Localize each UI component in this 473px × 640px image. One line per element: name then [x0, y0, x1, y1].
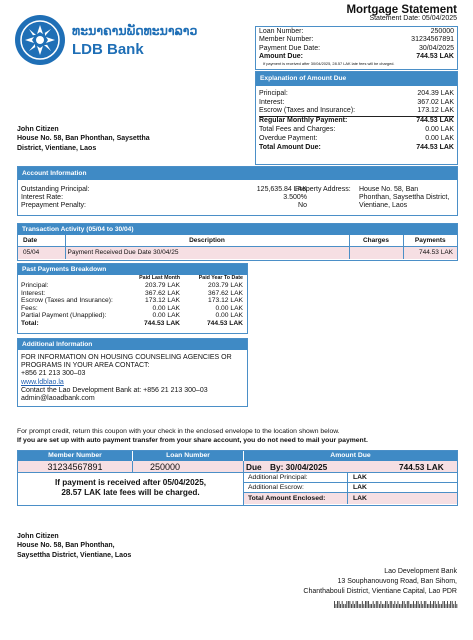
- coupon-header-row: [18, 451, 457, 461]
- mailing-address: [17, 532, 131, 560]
- past-col-last-month: Paid Last Month: [139, 275, 180, 281]
- loan-summary-row: [259, 36, 454, 44]
- account-info-label: Interest Rate:: [21, 194, 64, 202]
- loan-summary-value: 744.53 LAK: [416, 52, 454, 60]
- account-info-value: 3.500%: [283, 194, 307, 202]
- bank-address: [303, 567, 457, 598]
- total-enclosed-field[interactable]: LAK: [353, 495, 367, 502]
- account-info-label: Prepayment Penalty:: [21, 202, 86, 210]
- explanation-label: Principal:: [259, 90, 288, 97]
- past-payments-row: [18, 320, 247, 328]
- statement-date: Statement Date: 05/04/2025: [369, 15, 457, 22]
- account-info-row: [21, 202, 307, 210]
- past-payment-ytd: 744.53 LAK: [206, 319, 243, 327]
- loan-summary-label: Loan Number:: [259, 28, 304, 35]
- bank-address-line2: Chanthabouli District, Vientiane Capital, Lao PDR: [303, 588, 457, 596]
- past-payment-ytd: 367.62 LAK: [208, 289, 243, 297]
- coupon-col-amount: Amount Due: [330, 452, 371, 459]
- explanation-label: Interest:: [259, 98, 285, 106]
- counseling-line1: FOR INFORMATION ON HOUSING COUNSELING AGENCIES OR: [21, 354, 232, 361]
- mailing-line2: Saysettha District, Vientiane, Laos: [17, 551, 132, 559]
- past-payment-label: Partial Payment (Unapplied):: [21, 312, 107, 320]
- coupon-lower: [18, 473, 457, 505]
- loan-summary-box: [255, 26, 458, 70]
- additional-info-header: Additional Information: [18, 339, 247, 350]
- coupon-due-date: By: 30/04/2025: [270, 462, 328, 472]
- coupon-late-line2: 28.57 LAK late fees will be charged.: [61, 488, 200, 497]
- past-payment-last-month: 0.00 LAK: [152, 304, 180, 312]
- past-payment-label: Fees:: [21, 304, 38, 312]
- autopay-note: If you are set up with auto payment transfer from your share account, you do not need to mail your payment.: [17, 437, 368, 444]
- property-address-line: Vientiane, Laos: [359, 202, 408, 210]
- past-payment-label: Escrow (Taxes and Insurance):: [21, 297, 113, 305]
- loan-summary-label: Member Number:: [259, 36, 314, 44]
- account-info-rows: [21, 186, 307, 210]
- col-charges: Charges: [349, 235, 403, 246]
- additional-info-body: [18, 350, 247, 403]
- statement-title: Mortgage Statement: [346, 4, 457, 16]
- explanation-row: [259, 90, 454, 99]
- past-payment-ytd: 173.12 LAK: [208, 297, 243, 305]
- additional-principal-field[interactable]: LAK: [353, 474, 367, 481]
- contact-line: Contact the Lao Development Bank at: +856 21 213 300–03: [21, 386, 208, 394]
- explanation-row: [259, 135, 454, 144]
- past-payment-last-month: 0.00 LAK: [152, 312, 180, 320]
- mailing-line1: House No. 58, Ban Phonthan,: [17, 542, 115, 550]
- property-address-label: Property Address:: [295, 186, 351, 193]
- past-payments-row: [18, 290, 247, 298]
- explanation-row: [259, 144, 454, 153]
- account-info-label: Outstanding Principal:: [21, 186, 90, 193]
- explanation-label: Regular Monthly Payment:: [259, 117, 348, 125]
- account-info-row: [21, 186, 307, 194]
- past-payment-label: Total:: [21, 319, 39, 327]
- explanation-value: 0.00 LAK: [425, 134, 454, 142]
- coupon-enclosed: [244, 473, 457, 505]
- explanation-value: 0.00 LAK: [425, 125, 454, 133]
- account-info-value: 125,635.84 LAK: [256, 186, 307, 193]
- explanation-header: Explanation of Amount Due: [256, 72, 457, 86]
- postal-barcode: [334, 601, 458, 608]
- explanation-label: Escrow (Taxes and Insurance):: [259, 107, 356, 115]
- coupon-instruction: For prompt credit, return this coupon with your check in the enclosed envelope to the location shown below.: [17, 428, 340, 435]
- loan-summary-value: 30/04/2025: [418, 44, 454, 52]
- col-date: Date: [18, 235, 65, 246]
- loan-summary-rows: [259, 28, 454, 61]
- coupon-member-number: 31234567891: [18, 461, 133, 472]
- additional-escrow-label: Additional Escrow:: [244, 483, 348, 492]
- customer-address-line1: House No. 58, Ban Phonthan, Saysettha: [17, 135, 150, 143]
- explanation-rows: [256, 86, 457, 153]
- past-payments-box: [17, 263, 248, 334]
- bank-name-lao: ທະນາຄານພັດທະນາລາວ: [72, 24, 198, 38]
- explanation-label: Total Fees and Charges:: [259, 125, 336, 133]
- property-address-line: House No. 58, Ban: [359, 186, 419, 193]
- coupon-amount: 744.53 LAK: [399, 462, 444, 472]
- past-payments-row: [18, 282, 247, 290]
- website-link[interactable]: www.ldblao.la: [21, 378, 64, 386]
- payment-coupon: [17, 450, 458, 506]
- explanation-row: [259, 107, 454, 117]
- explanation-row: [259, 126, 454, 135]
- col-description: Description: [65, 235, 349, 246]
- transaction-row: [18, 246, 457, 259]
- transaction-table: [18, 235, 457, 259]
- coupon-late-fee: [18, 473, 244, 505]
- account-info-value: No: [298, 202, 307, 210]
- coupon-values-row: [18, 461, 457, 473]
- coupon-due: [244, 461, 457, 472]
- ldb-emblem-icon: [14, 14, 66, 66]
- bank-name: LDB Bank: [72, 41, 144, 58]
- total-enclosed-label: Total Amount Enclosed:: [244, 493, 348, 504]
- loan-summary-row: [259, 28, 454, 36]
- coupon-col-loan: Loan Number: [133, 451, 244, 461]
- past-payment-ytd: 0.00 LAK: [215, 304, 243, 312]
- transaction-date: 05/04: [18, 246, 65, 259]
- customer-name: John Citizen: [17, 126, 59, 133]
- col-payments: Payments: [414, 236, 446, 244]
- customer-address: [17, 125, 150, 153]
- loan-summary-row: [259, 45, 454, 53]
- additional-principal-row[interactable]: [244, 473, 457, 483]
- transaction-description: Payment Received Due Date 30/04/25: [65, 246, 349, 259]
- explanation-box: [255, 71, 458, 165]
- past-payment-last-month: 173.12 LAK: [145, 297, 180, 305]
- mailing-name: John Citizen: [17, 533, 59, 540]
- past-payments-row: [18, 297, 247, 305]
- loan-summary-row: [259, 53, 454, 61]
- late-fee-note: If payment is received after 30/04/2025, 28.57 LAK late fees will be charged.: [263, 61, 395, 67]
- counseling-phone: +856 21 213 300–03: [21, 370, 86, 378]
- explanation-value: 744.53 LAK: [416, 117, 454, 125]
- past-payments-row: [18, 312, 247, 320]
- additional-escrow-field[interactable]: LAK: [353, 484, 367, 491]
- total-enclosed-row[interactable]: [244, 493, 457, 504]
- transaction-table-header: [18, 235, 457, 246]
- additional-principal-label: Additional Principal:: [244, 473, 348, 482]
- past-payments-row: [18, 305, 247, 313]
- account-info-row: [21, 194, 307, 202]
- transaction-header: Transaction Activity (05/04 to 30/04): [18, 224, 457, 235]
- additional-info-box: [17, 338, 248, 407]
- admin-email[interactable]: admin@laoadbank.com: [21, 395, 95, 403]
- coupon-late-line1: If payment is received after 05/04/2025,: [54, 478, 207, 487]
- account-info-box: [17, 166, 458, 216]
- explanation-row: [259, 117, 454, 126]
- explanation-value: 204.39 LAK: [417, 90, 454, 97]
- customer-address-line2: District, Vientiane, Laos: [17, 144, 97, 152]
- coupon-due-label: Due: [246, 462, 262, 472]
- past-payment-last-month: 203.79 LAK: [145, 281, 180, 289]
- bank-address-line1: 13 Souphanouvong Road, Ban Sihom,: [337, 578, 457, 586]
- property-address-line: Phonthan, Saysettha District,: [359, 194, 450, 202]
- past-payment-ytd: 0.00 LAK: [215, 312, 243, 320]
- explanation-value: 367.02 LAK: [417, 98, 454, 106]
- coupon-loan-number: 250000: [133, 461, 244, 472]
- past-payments-header: Past Payments Breakdown: [18, 264, 247, 275]
- loan-summary-label: Payment Due Date:: [259, 44, 321, 52]
- explanation-label: Overdue Payment:: [259, 134, 318, 142]
- loan-summary-label: Amount Due:: [259, 52, 303, 60]
- counseling-line2: PROGRAMS IN YOUR AREA CONTACT:: [21, 362, 150, 370]
- explanation-label: Total Amount Due:: [259, 144, 321, 152]
- transaction-payments: 744.53 LAK: [419, 249, 453, 257]
- transaction-charges: [349, 246, 403, 259]
- past-payment-last-month: 744.53 LAK: [143, 319, 180, 327]
- loan-summary-value: 250000: [430, 28, 454, 35]
- loan-summary-value: 31234567891: [411, 36, 454, 44]
- past-col-ytd: Paid Year To Date: [198, 275, 243, 281]
- account-info-header: Account Information: [18, 167, 457, 180]
- past-payment-label: Interest:: [21, 289, 46, 297]
- explanation-value: 744.53 LAK: [416, 144, 454, 152]
- past-payments-table: [18, 276, 247, 327]
- past-payment-label: Principal:: [21, 281, 49, 289]
- additional-escrow-row[interactable]: [244, 483, 457, 493]
- transaction-box: [17, 223, 458, 261]
- property-address: [359, 186, 449, 210]
- coupon-col-member: Member Number: [18, 451, 133, 461]
- past-payment-last-month: 367.62 LAK: [145, 289, 180, 297]
- past-payment-ytd: 203.79 LAK: [208, 281, 243, 289]
- explanation-row: [259, 99, 454, 108]
- explanation-value: 173.12 LAK: [417, 107, 454, 115]
- bank-logo: [14, 14, 198, 66]
- bank-address-name: Lao Development Bank: [384, 568, 457, 575]
